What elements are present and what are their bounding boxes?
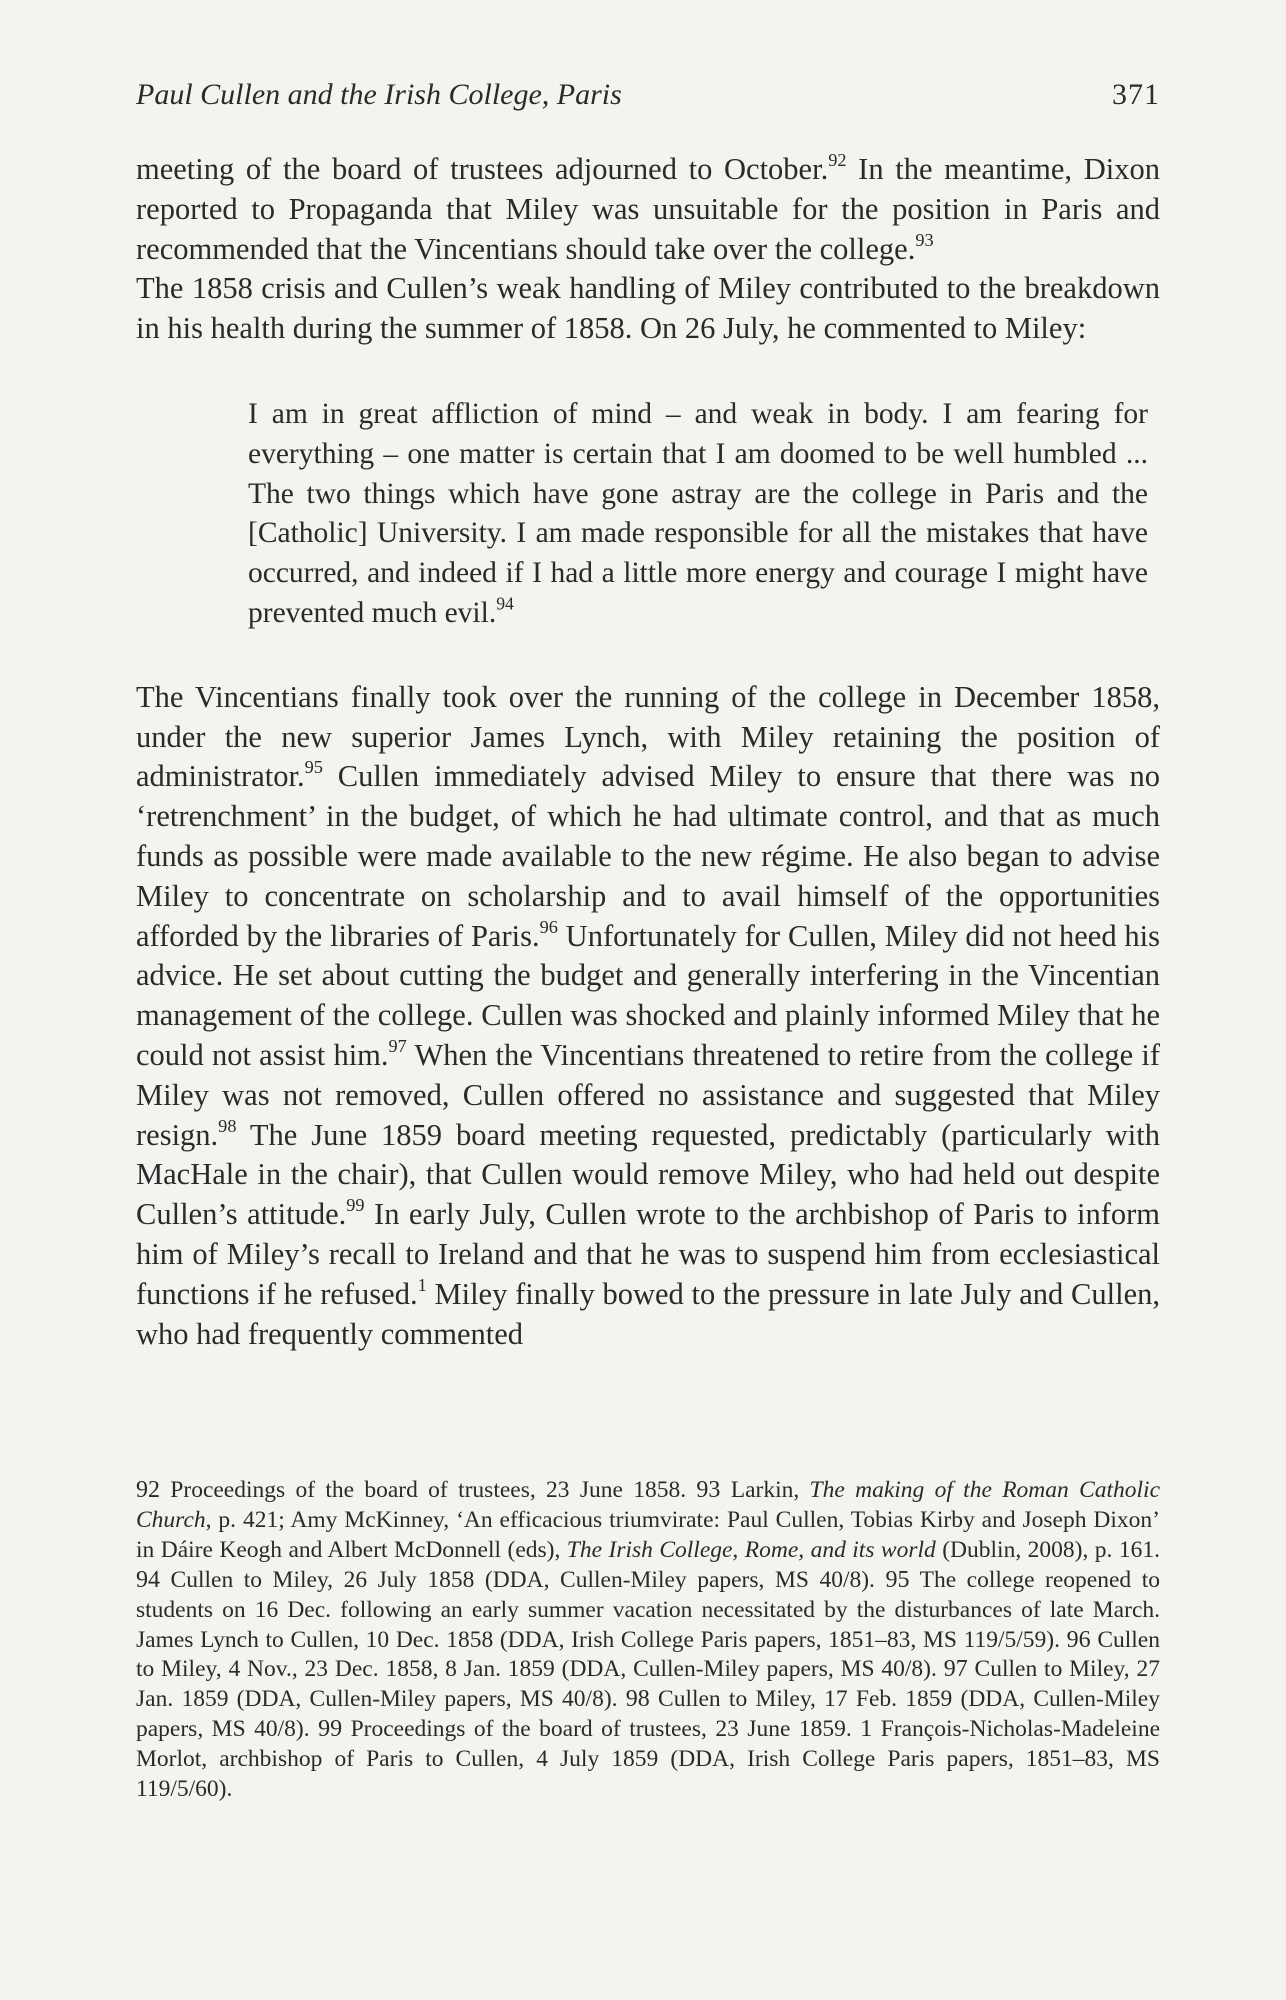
footnote-book-title: The making of the Roman Catholic Church — [136, 1477, 1161, 1533]
footnote-ref-94: 94 — [496, 593, 514, 614]
text-span: The June 1859 board meeting requested, predictably (particularly with MacHale in the chair), that Cullen would remove Miley, who had held out despite Cullen’s attitude. — [136, 1117, 1160, 1232]
running-title: Paul Cullen and the Irish College, Paris — [136, 78, 622, 111]
footnote-number: 96 — [1066, 1626, 1091, 1653]
block-quote — [248, 395, 1148, 634]
footnote-92 — [136, 1477, 696, 1503]
text-span: Miley finally bowed to the pressure in late July and Cullen, who had frequently commented — [136, 1276, 1160, 1351]
footnote-number: 94 — [136, 1566, 160, 1593]
footnote-ref-98: 98 — [218, 1115, 237, 1136]
text-span: meeting of the board of trustees adjourned to October. — [136, 152, 829, 186]
footnote-ref-1: 1 — [417, 1274, 427, 1295]
text-span: The 1858 crisis and Cullen’s weak handling of Miley contributed to the breakdown in his health during the summer of 1858. On 26 July, he commented to Miley: — [136, 271, 1160, 346]
text-span: The Vincentians finally took over the running of the college in December 1858, under the new superior James Lynch, with Miley retaining the position of administrator. — [136, 679, 1160, 794]
footnotes — [136, 1476, 1160, 1805]
footnote-number: 98 — [625, 1686, 650, 1713]
footnote-book-title: The Irish College, Rome, and its world — [566, 1536, 936, 1563]
footnote-ref-92: 92 — [828, 150, 847, 171]
footnote-text: (Dublin, 2008), p. 161. — [935, 1536, 1160, 1563]
footnote-ref-97: 97 — [388, 1036, 407, 1057]
running-head — [136, 78, 1160, 112]
footnote-number: 1 — [860, 1716, 873, 1743]
footnote-text: Proceedings of the board of trustees, 23 June 1859. — [342, 1716, 861, 1743]
footnote-99 — [318, 1716, 860, 1742]
paragraph-1 — [136, 150, 1160, 269]
footnote-text: Proceedings of the board of trustees, 23 June 1858. — [160, 1477, 697, 1503]
text-span: Cullen immediately advised Miley to ensure that there was no ‘retrenchment’ in the budget, of which he had ultimate control, and that as much funds as possible were made available to the new régime. He also began to advise Miley to concentrate on scholarship and to avail himself of the opportunities afforded by the libraries of Paris. — [136, 759, 1160, 953]
footnote-number: 99 — [318, 1716, 343, 1743]
footnote-number: 93 — [696, 1477, 721, 1503]
footnote-text: , p. 421; Amy McKinney, ‘An efficacious triumvirate: Paul Cullen, Tobias Kirby and Joseph Dixon’ in Dáire Keogh and Albert McDonnell (eds), — [136, 1506, 1160, 1563]
footnote-ref-93: 93 — [915, 229, 934, 250]
footnote-ref-96: 96 — [539, 916, 558, 937]
footnote-text: François-Nicholas-Madeleine Morlot, archbishop of Paris to Cullen, 4 July 1859 (DDA, Irish College Paris papers, 1851–83, MS 119/5/60). — [136, 1716, 1161, 1803]
paragraph-2 — [136, 269, 1160, 349]
quote-text: I am in great affliction of mind – and weak in body. I am fearing for everything – one matter is certain that I am doomed to be well humbled ... The two things which have gone astray are the college in Paris and the [Catholic] University. I am made responsible for all the mistakes that have occurred, and indeed if I had a little more energy and courage I might have prevented much evil. — [248, 397, 1148, 629]
footnote-text: Larkin, — [720, 1477, 810, 1503]
paragraph-3 — [136, 678, 1160, 1355]
footnote-text: Cullen to Miley, 17 Feb. 1859 (DDA, Cullen-Miley papers, MS 40/8). — [136, 1686, 1160, 1743]
text-span: Unfortunately for Cullen, Miley did not heed his advice. He set about cutting the budget and generally interfering in the Vincentian management of the college. Cullen was shocked and plainly informed Miley that he could not assist him. — [136, 918, 1160, 1072]
footnote-ref-95: 95 — [304, 757, 323, 778]
footnote-number: 92 — [136, 1477, 160, 1503]
footnote-94 — [136, 1567, 885, 1593]
text-span: When the Vincentians threatened to retire from the college if Miley was not removed, Cullen offered no assistance and suggested that Miley resign. — [136, 1037, 1161, 1152]
footnote-number: 97 — [943, 1656, 968, 1683]
footnote-ref-99: 99 — [346, 1195, 365, 1216]
main-text — [136, 150, 1160, 1354]
text-span: In the meantime, Dixon reported to Propaganda that Miley was unsuitable for the position in Paris and recommended that the Vincentians should take over the college. — [136, 152, 1160, 266]
page-number: 371 — [1112, 78, 1160, 111]
footnote-text: Cullen to Miley, 26 July 1858 (DDA, Cullen-Miley papers, MS 40/8). — [160, 1566, 886, 1593]
footnote-text: The college reopened to students on 16 Dec. following an early summer vacation necessitated by the disturbances of late March. James Lynch to Cullen, 10 Dec. 1858 (DDA, Irish College Paris papers, 1851–83, MS 119/5/59). — [136, 1566, 1160, 1653]
footnote-text: Cullen to Miley, 4 Nov., 23 Dec. 1858, 8 Jan. 1859 (DDA, Cullen-Miley papers, MS 40/8). — [136, 1626, 1160, 1683]
footnote-number: 95 — [885, 1566, 910, 1593]
footnote-text: Cullen to Miley, 27 Jan. 1859 (DDA, Cullen-Miley papers, MS 40/8). — [136, 1656, 1160, 1713]
text-span: In early July, Cullen wrote to the archbishop of Paris to inform him of Miley’s recall to Ireland and that he was to suspend him from ecclesiastical functions if he refused. — [136, 1197, 1160, 1311]
